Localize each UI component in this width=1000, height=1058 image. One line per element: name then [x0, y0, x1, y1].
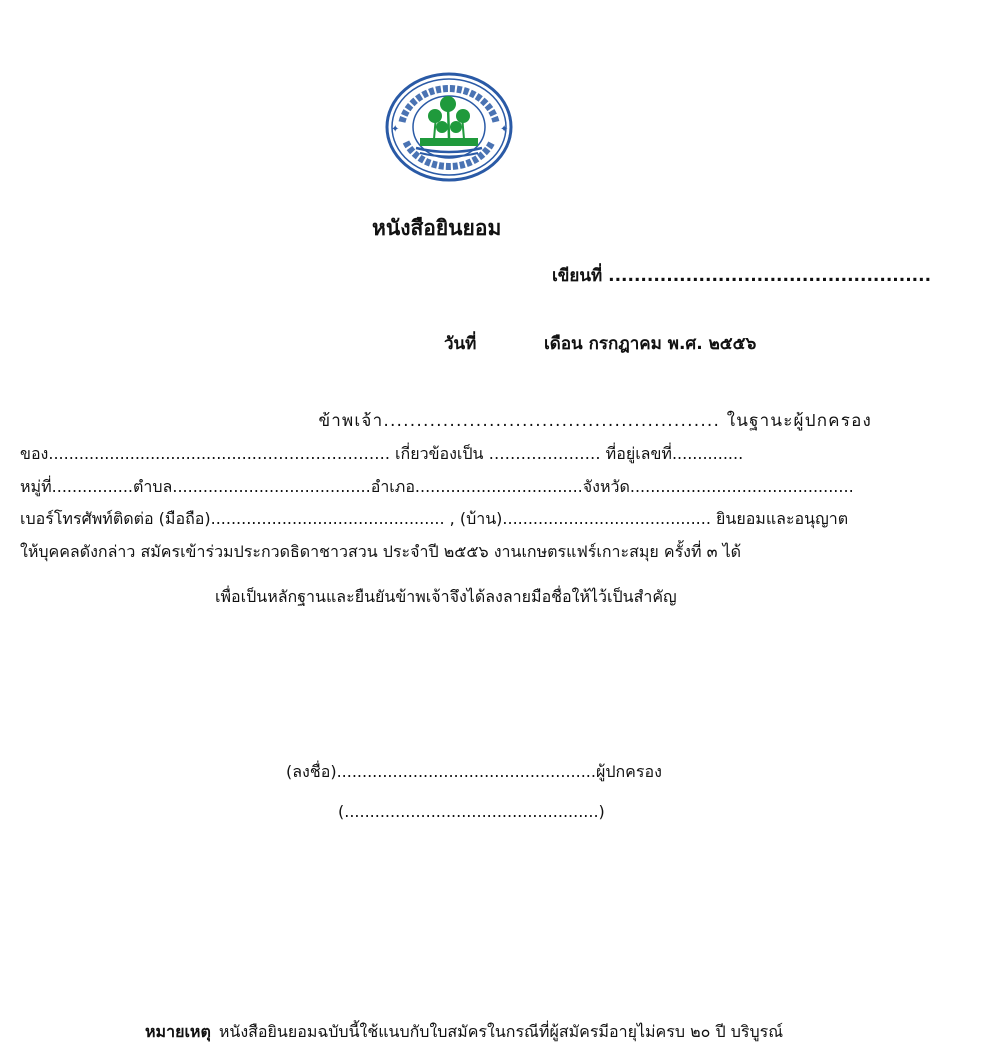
- consent-line-2: ของ.........................................……………………. เกี่ยวข้องเป็น ………………… ที่อยู่เลขที่..............: [20, 444, 744, 463]
- svg-text:✦: ✦: [391, 124, 400, 135]
- consent-line-3: หมู่ที่................ตำบล.......................................อำเภอ.................................จังหวัด............................................: [20, 477, 854, 496]
- consent-line-4: เบอร์โทรศัพท์ติดต่อ (มือถือ).............................................. , (บ้าน)......................................... ยินยอมและอนุญาต: [20, 509, 849, 528]
- note: [145, 1020, 783, 1045]
- note-label: หมายเหตุ: [145, 1022, 211, 1041]
- signature-name-line: (..................................................): [338, 802, 605, 821]
- date-line: [444, 330, 756, 357]
- consent-line-5: ให้บุคคลดังกล่าว สมัครเข้าร่วมประกวดธิดาชาวสวน ประจำปี ๒๕๕๖ งานเกษตรแฟร์เกาะสมุย ครั้งที่ ๓ ได้: [20, 542, 742, 561]
- svg-text:✦: ✦: [500, 124, 509, 135]
- date-day-label: วันที่: [444, 334, 477, 354]
- written-at-field: เขียนที่ ..................................................: [552, 266, 932, 286]
- consent-line-1: ข้าพเจ้า................................................... ในฐานะผู้ปกครอง: [318, 411, 872, 431]
- seal-emblem-icon: [384, 72, 514, 182]
- date-month-year: เดือน กรกฎาคม พ.ศ. ๒๕๕๖: [544, 334, 757, 354]
- municipality-seal: [384, 72, 514, 182]
- document-title: หนังสือยินยอม: [372, 216, 502, 240]
- signature-line: (ลงชื่อ)...................................................ผู้ปกครอง: [286, 762, 662, 781]
- note-text: หนังสือยินยอมฉบับนี้ใช้แนบกับใบสมัครในกรณีที่ผู้สมัครมีอายุไม่ครบ ๒๐ ปี บริบูรณ์: [218, 1022, 784, 1041]
- consent-line-6: เพื่อเป็นหลักฐานและยืนยันข้าพเจ้าจึงได้ลงลายมือชื่อให้ไว้เป็นสำคัญ: [215, 587, 677, 606]
